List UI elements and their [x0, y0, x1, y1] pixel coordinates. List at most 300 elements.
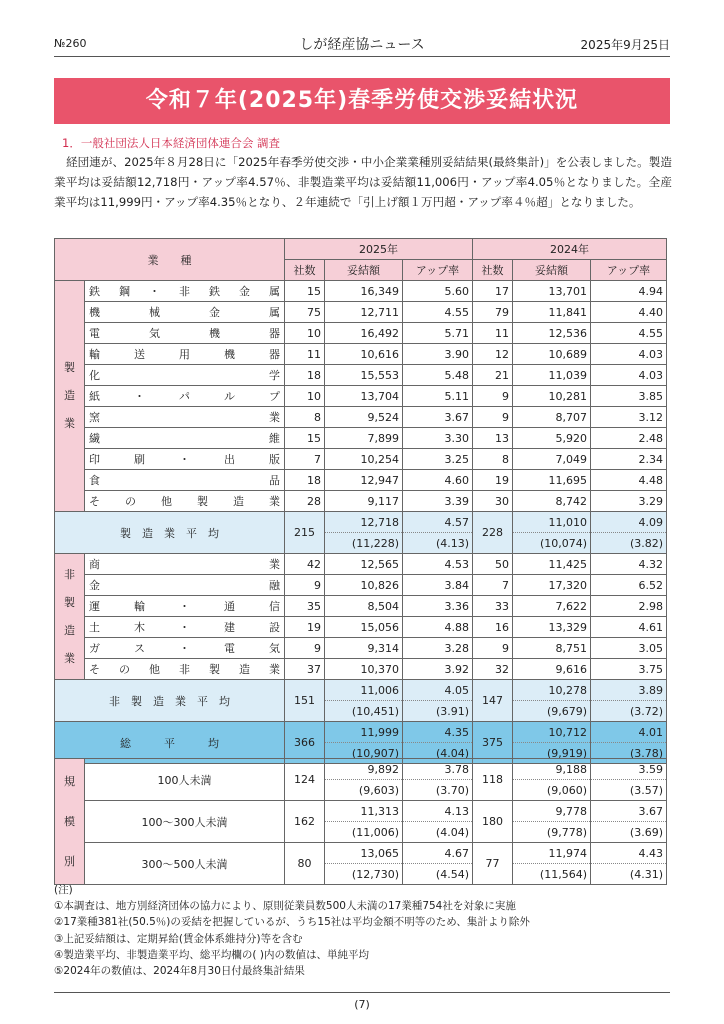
value-cell: 11,425: [513, 554, 591, 575]
value-cell: 4.61: [591, 617, 667, 638]
header-rule: [54, 56, 670, 57]
value-cell: 75: [285, 302, 325, 323]
value-cell: 3.75: [591, 659, 667, 680]
average-row: [55, 680, 667, 701]
value-cell: 2.48: [591, 428, 667, 449]
table-row: [55, 470, 667, 491]
industry-name-char: 機: [209, 327, 220, 340]
value-cell: 9: [473, 638, 513, 659]
scale-row: [55, 759, 667, 780]
average-label: 製 造 業 平 均: [55, 512, 285, 554]
table-row: [55, 491, 667, 512]
simple-rate: (4.04): [403, 743, 473, 764]
simple-amount: (9,778): [513, 822, 591, 843]
industry-name: [85, 428, 285, 449]
average-row: [55, 512, 667, 533]
amount: 11,974: [513, 843, 591, 864]
scale-name: 100〜300人未満: [85, 801, 285, 843]
industry-name-char: 業: [269, 495, 280, 508]
industry-name-char: 他: [161, 495, 172, 508]
group-label-char: 非: [64, 567, 75, 581]
company-count: 124: [285, 759, 325, 801]
rate: 4.01: [591, 722, 667, 743]
company-count: 80: [285, 843, 325, 885]
company-count: 162: [285, 801, 325, 843]
table-row: [55, 281, 667, 302]
industry-name-char: の: [119, 663, 130, 676]
rate: 4.35: [403, 722, 473, 743]
company-count: 366: [285, 722, 325, 764]
industry-name: [85, 470, 285, 491]
note-line: ①本調査は、地方別経済団体の協力により、原則従業員数500人未満の17業種754社を対象に実施: [54, 900, 516, 913]
value-cell: 13: [473, 428, 513, 449]
table-row: [55, 449, 667, 470]
value-cell: 9,616: [513, 659, 591, 680]
simple-amount: (10,451): [325, 701, 403, 722]
simple-amount: (11,564): [513, 864, 591, 885]
header-row: [55, 239, 667, 260]
value-cell: 3.30: [403, 428, 473, 449]
page-title: 令和７年(2025年)春季労使交渉妥結状況: [54, 78, 670, 124]
value-cell: 8: [285, 407, 325, 428]
industry-name-char: 設: [269, 621, 280, 634]
value-cell: 5.11: [403, 386, 473, 407]
industry-name-char: ガ: [89, 642, 100, 655]
column-header: 妥結額: [513, 260, 591, 281]
industry-name-char: 金: [209, 306, 220, 319]
rate: 3.89: [591, 680, 667, 701]
industry-name-char: 器: [269, 348, 280, 361]
value-cell: 4.55: [403, 302, 473, 323]
value-cell: 19: [285, 617, 325, 638]
scale-table: [54, 758, 667, 885]
value-cell: 5,920: [513, 428, 591, 449]
value-cell: 8,504: [325, 596, 403, 617]
value-cell: 2.34: [591, 449, 667, 470]
industry-name-char: 業: [269, 558, 280, 571]
industry-name-char: 鋼: [119, 285, 130, 298]
value-cell: 4.55: [591, 323, 667, 344]
value-cell: 3.29: [591, 491, 667, 512]
value-cell: 4.40: [591, 302, 667, 323]
value-cell: 10,370: [325, 659, 403, 680]
value-cell: 9,524: [325, 407, 403, 428]
amount: 9,778: [513, 801, 591, 822]
value-cell: 12,536: [513, 323, 591, 344]
industry-name-char: 輸: [134, 600, 145, 613]
industry-name-char: ・: [134, 390, 145, 403]
value-cell: 4.53: [403, 554, 473, 575]
simple-rate: (3.57): [591, 780, 667, 801]
value-cell: 7,049: [513, 449, 591, 470]
note-line: ④製造業平均、非製造業平均、総平均欄の( )内の数値は、単純平均: [54, 948, 369, 961]
industry-name-char: 学: [269, 369, 280, 382]
value-cell: 3.39: [403, 491, 473, 512]
note-line: ⑤2024年の数値は、2024年8月30日付最終集計結果: [54, 965, 305, 978]
industry-name-char: 出: [224, 453, 235, 466]
industry-name-char: ル: [224, 390, 235, 403]
value-cell: 32: [473, 659, 513, 680]
value-cell: 11: [473, 323, 513, 344]
industry-name-char: 信: [269, 600, 280, 613]
group-label-char: 製: [64, 595, 75, 609]
simple-rate: (3.78): [591, 743, 667, 764]
simple-amount: (10,074): [513, 533, 591, 554]
value-cell: 2.98: [591, 596, 667, 617]
industry-name: [85, 659, 285, 680]
value-cell: 9: [473, 386, 513, 407]
footer-rule: [54, 992, 670, 993]
industry-name-char: 金: [239, 285, 250, 298]
column-header: アップ率: [403, 260, 473, 281]
page-header: [54, 34, 670, 54]
amount: 11,006: [325, 680, 403, 701]
group-label-char: 造: [64, 623, 75, 637]
value-cell: 10,616: [325, 344, 403, 365]
simple-rate: (4.04): [403, 822, 473, 843]
value-cell: 9: [285, 638, 325, 659]
scale-label: [55, 759, 85, 885]
table-row: [55, 365, 667, 386]
industry-name-char: 非: [179, 663, 190, 676]
average-label: 非 製 造 業 平 均: [55, 680, 285, 722]
value-cell: 9,117: [325, 491, 403, 512]
industry-name-char: 造: [239, 663, 250, 676]
rate: 4.09: [591, 512, 667, 533]
simple-rate: (3.72): [591, 701, 667, 722]
value-cell: 7,622: [513, 596, 591, 617]
industry-name-char: 版: [269, 453, 280, 466]
simple-amount: (11,006): [325, 822, 403, 843]
industry-name-char: 属: [269, 285, 280, 298]
company-count: 151: [285, 680, 325, 722]
issue-date: 2025年9月25日: [580, 38, 670, 52]
industry-name-char: 運: [89, 600, 100, 613]
value-cell: 3.84: [403, 575, 473, 596]
table-row: [55, 407, 667, 428]
rate: 4.43: [591, 843, 667, 864]
industry-name-char: 金: [89, 579, 100, 592]
industry-name-char: 送: [134, 348, 145, 361]
value-cell: 4.88: [403, 617, 473, 638]
industry-name-char: 気: [269, 642, 280, 655]
value-cell: 3.25: [403, 449, 473, 470]
industry-name-char: 維: [269, 432, 280, 445]
amount: 9,188: [513, 759, 591, 780]
industry-name-char: 用: [179, 348, 190, 361]
industry-name: [85, 323, 285, 344]
value-cell: 4.48: [591, 470, 667, 491]
value-cell: 3.92: [403, 659, 473, 680]
simple-amount: (11,228): [325, 533, 403, 554]
scale-name: 300〜500人未満: [85, 843, 285, 885]
value-cell: 13,329: [513, 617, 591, 638]
value-cell: 13,704: [325, 386, 403, 407]
industry-name: [85, 386, 285, 407]
rate: 4.13: [403, 801, 473, 822]
group-label-char: 業: [64, 651, 75, 665]
company-count: 375: [473, 722, 513, 764]
scale-name: 100人未満: [85, 759, 285, 801]
industry-name-char: ・: [179, 642, 190, 655]
column-header: 社数: [285, 260, 325, 281]
column-header: 社数: [473, 260, 513, 281]
industry-name-char: 電: [224, 642, 235, 655]
average-row: [55, 722, 667, 743]
value-cell: 3.36: [403, 596, 473, 617]
value-cell: 15: [285, 281, 325, 302]
notes: [54, 882, 530, 979]
table-row: [55, 344, 667, 365]
value-cell: 7: [285, 449, 325, 470]
industry-name-char: 造: [233, 495, 244, 508]
industry-name: [85, 575, 285, 596]
value-cell: 10,689: [513, 344, 591, 365]
group-label-char: 模: [64, 814, 75, 828]
value-cell: 8,751: [513, 638, 591, 659]
value-cell: 3.90: [403, 344, 473, 365]
value-cell: 16,492: [325, 323, 403, 344]
industry-name-char: 気: [149, 327, 160, 340]
intro-paragraph: 経団連が、2025年８月28日に「2025年春季労使交渉・中小企業業種別妥結結果(最終集計)」を公表しました。製造業平均は妥結額12,718円・アップ率4.57％、非製造業平均は妥結額11,006円・アップ率4.05％となりました。全産業平均は11,999円・アップ率4.35％となり、２年連続で「引上げ額１万円超・アップ率４％超」となりました。: [54, 155, 672, 209]
simple-amount: (12,730): [325, 864, 403, 885]
simple-rate: (3.82): [591, 533, 667, 554]
group-label-char: 製: [64, 361, 75, 374]
scale-row: [55, 801, 667, 822]
value-cell: 17: [473, 281, 513, 302]
industry-name: [85, 281, 285, 302]
industry-name-char: 鉄: [89, 285, 100, 298]
value-cell: 37: [285, 659, 325, 680]
industry-name-char: 建: [224, 621, 235, 634]
value-cell: 11,841: [513, 302, 591, 323]
value-cell: 3.28: [403, 638, 473, 659]
industry-name-char: 機: [224, 348, 235, 361]
industry-name: [85, 302, 285, 323]
simple-rate: (4.13): [403, 533, 473, 554]
simple-rate: (4.54): [403, 864, 473, 885]
industry-name: [85, 596, 285, 617]
industry-name: [85, 365, 285, 386]
industry-name-char: そ: [89, 663, 100, 676]
industry-name-char: 繊: [89, 432, 100, 445]
scale-row: [55, 843, 667, 864]
value-cell: 35: [285, 596, 325, 617]
value-cell: 9,314: [325, 638, 403, 659]
industry-name-char: 紙: [89, 390, 100, 403]
note-line: ③上記妥結額は、定期昇給(賃金体系維持分)等を含む: [54, 932, 303, 945]
industry-name-char: 業: [269, 663, 280, 676]
value-cell: 5.48: [403, 365, 473, 386]
table-row: [55, 617, 667, 638]
industry-name-char: 属: [269, 306, 280, 319]
table-row: [55, 386, 667, 407]
table-row: [55, 638, 667, 659]
simple-rate: (4.31): [591, 864, 667, 885]
simple-amount: (9,060): [513, 780, 591, 801]
industry-name-char: 他: [149, 663, 160, 676]
value-cell: 8: [473, 449, 513, 470]
value-cell: 11,695: [513, 470, 591, 491]
industry-name-char: 化: [89, 369, 100, 382]
group-label-char: 業: [64, 417, 75, 430]
company-count: 180: [473, 801, 513, 843]
industry-name-char: 製: [209, 663, 220, 676]
industry-name: [85, 344, 285, 365]
group-label-char: 造: [64, 389, 75, 402]
value-cell: 18: [285, 365, 325, 386]
industry-name-char: 商: [89, 558, 100, 571]
value-cell: 10: [285, 323, 325, 344]
year-2025-header: 2025年: [285, 239, 473, 260]
simple-amount: (9,603): [325, 780, 403, 801]
industry-name-char: 器: [269, 327, 280, 340]
value-cell: 16,349: [325, 281, 403, 302]
value-cell: 18: [285, 470, 325, 491]
industry-name-char: 印: [89, 453, 100, 466]
note-line: (注): [54, 884, 73, 896]
value-cell: 3.05: [591, 638, 667, 659]
rate: 4.57: [403, 512, 473, 533]
issue-number: №260: [54, 37, 87, 50]
group-label: [55, 281, 85, 512]
table-row: [55, 554, 667, 575]
industry-name-char: ・: [179, 453, 190, 466]
value-cell: 15: [285, 428, 325, 449]
value-cell: 13,701: [513, 281, 591, 302]
table-row: [55, 428, 667, 449]
industry-name-char: 品: [269, 474, 280, 487]
industry-name-char: 非: [179, 285, 190, 298]
value-cell: 12,947: [325, 470, 403, 491]
newsletter-title: しが経産協ニュース: [299, 37, 425, 53]
industry-name: [85, 617, 285, 638]
value-cell: 33: [473, 596, 513, 617]
value-cell: 10,281: [513, 386, 591, 407]
table-row: [55, 323, 667, 344]
value-cell: 10: [285, 386, 325, 407]
company-count: 147: [473, 680, 513, 722]
industry-name-char: ・: [149, 285, 160, 298]
value-cell: 12: [473, 344, 513, 365]
value-cell: 5.71: [403, 323, 473, 344]
industry-name-char: 電: [89, 327, 100, 340]
industry-name-char: ・: [179, 621, 190, 634]
value-cell: 4.03: [591, 365, 667, 386]
industry-name-char: 融: [269, 579, 280, 592]
value-cell: 5.60: [403, 281, 473, 302]
group-label-char: 別: [64, 854, 75, 868]
table-row: [55, 596, 667, 617]
industry-name-char: 通: [224, 600, 235, 613]
value-cell: 9: [285, 575, 325, 596]
rate: 3.67: [591, 801, 667, 822]
section-heading: 1．一般社団法人日本経済団体連合会 調査: [62, 136, 280, 150]
value-cell: 12,711: [325, 302, 403, 323]
industry-name-char: 食: [89, 474, 100, 487]
industry-name: [85, 449, 285, 470]
industry-name-char: 刷: [134, 453, 145, 466]
amount: 10,278: [513, 680, 591, 701]
simple-amount: (10,907): [325, 743, 403, 764]
industry-name: [85, 554, 285, 575]
simple-amount: (9,919): [513, 743, 591, 764]
industry-name-char: 木: [134, 621, 145, 634]
industry-name-char: ス: [134, 642, 145, 655]
simple-rate: (3.70): [403, 780, 473, 801]
industry-name-char: パ: [179, 390, 190, 403]
value-cell: 3.67: [403, 407, 473, 428]
value-cell: 7: [473, 575, 513, 596]
value-cell: 4.32: [591, 554, 667, 575]
value-cell: 42: [285, 554, 325, 575]
group-label: [55, 554, 85, 680]
amount: 10,712: [513, 722, 591, 743]
industry-name-char: 製: [197, 495, 208, 508]
simple-rate: (3.69): [591, 822, 667, 843]
note-line: ②17業種381社(50.5％)の妥結を把握しているが、うち15社は平均金額不明等のため、集計より除外: [54, 916, 530, 929]
industry-header: 業 種: [55, 239, 285, 281]
rate: 3.59: [591, 759, 667, 780]
column-header: 妥結額: [325, 260, 403, 281]
industry-name-char: 鉄: [209, 285, 220, 298]
industry-name-char: ・: [179, 600, 190, 613]
value-cell: 3.12: [591, 407, 667, 428]
table-row: [55, 302, 667, 323]
industry-name: [85, 407, 285, 428]
simple-amount: (9,679): [513, 701, 591, 722]
value-cell: 10,826: [325, 575, 403, 596]
amount: 11,010: [513, 512, 591, 533]
table-row: [55, 659, 667, 680]
value-cell: 3.85: [591, 386, 667, 407]
value-cell: 30: [473, 491, 513, 512]
amount: 11,999: [325, 722, 403, 743]
group-label-char: 規: [64, 774, 75, 788]
rate: 3.78: [403, 759, 473, 780]
amount: 13,065: [325, 843, 403, 864]
value-cell: 8,707: [513, 407, 591, 428]
amount: 12,718: [325, 512, 403, 533]
industry-name-char: 業: [269, 411, 280, 424]
value-cell: 79: [473, 302, 513, 323]
company-count: 215: [285, 512, 325, 554]
value-cell: 11: [285, 344, 325, 365]
industry-name-char: の: [125, 495, 136, 508]
value-cell: 15,553: [325, 365, 403, 386]
value-cell: 28: [285, 491, 325, 512]
industry-name-char: 械: [149, 306, 160, 319]
average-label: 総 平 均: [55, 722, 285, 764]
industry-name-char: そ: [89, 495, 100, 508]
company-count: 118: [473, 759, 513, 801]
amount: 9,892: [325, 759, 403, 780]
table-row: [55, 575, 667, 596]
value-cell: 15,056: [325, 617, 403, 638]
company-count: 228: [473, 512, 513, 554]
value-cell: 4.03: [591, 344, 667, 365]
value-cell: 21: [473, 365, 513, 386]
rate: 4.05: [403, 680, 473, 701]
industry-name: [85, 638, 285, 659]
industry-name-char: プ: [269, 390, 280, 403]
industry-name-char: 機: [89, 306, 100, 319]
value-cell: 6.52: [591, 575, 667, 596]
page-number: (7): [354, 998, 370, 1011]
value-cell: 50: [473, 554, 513, 575]
industry-name-char: 輸: [89, 348, 100, 361]
simple-rate: (3.91): [403, 701, 473, 722]
